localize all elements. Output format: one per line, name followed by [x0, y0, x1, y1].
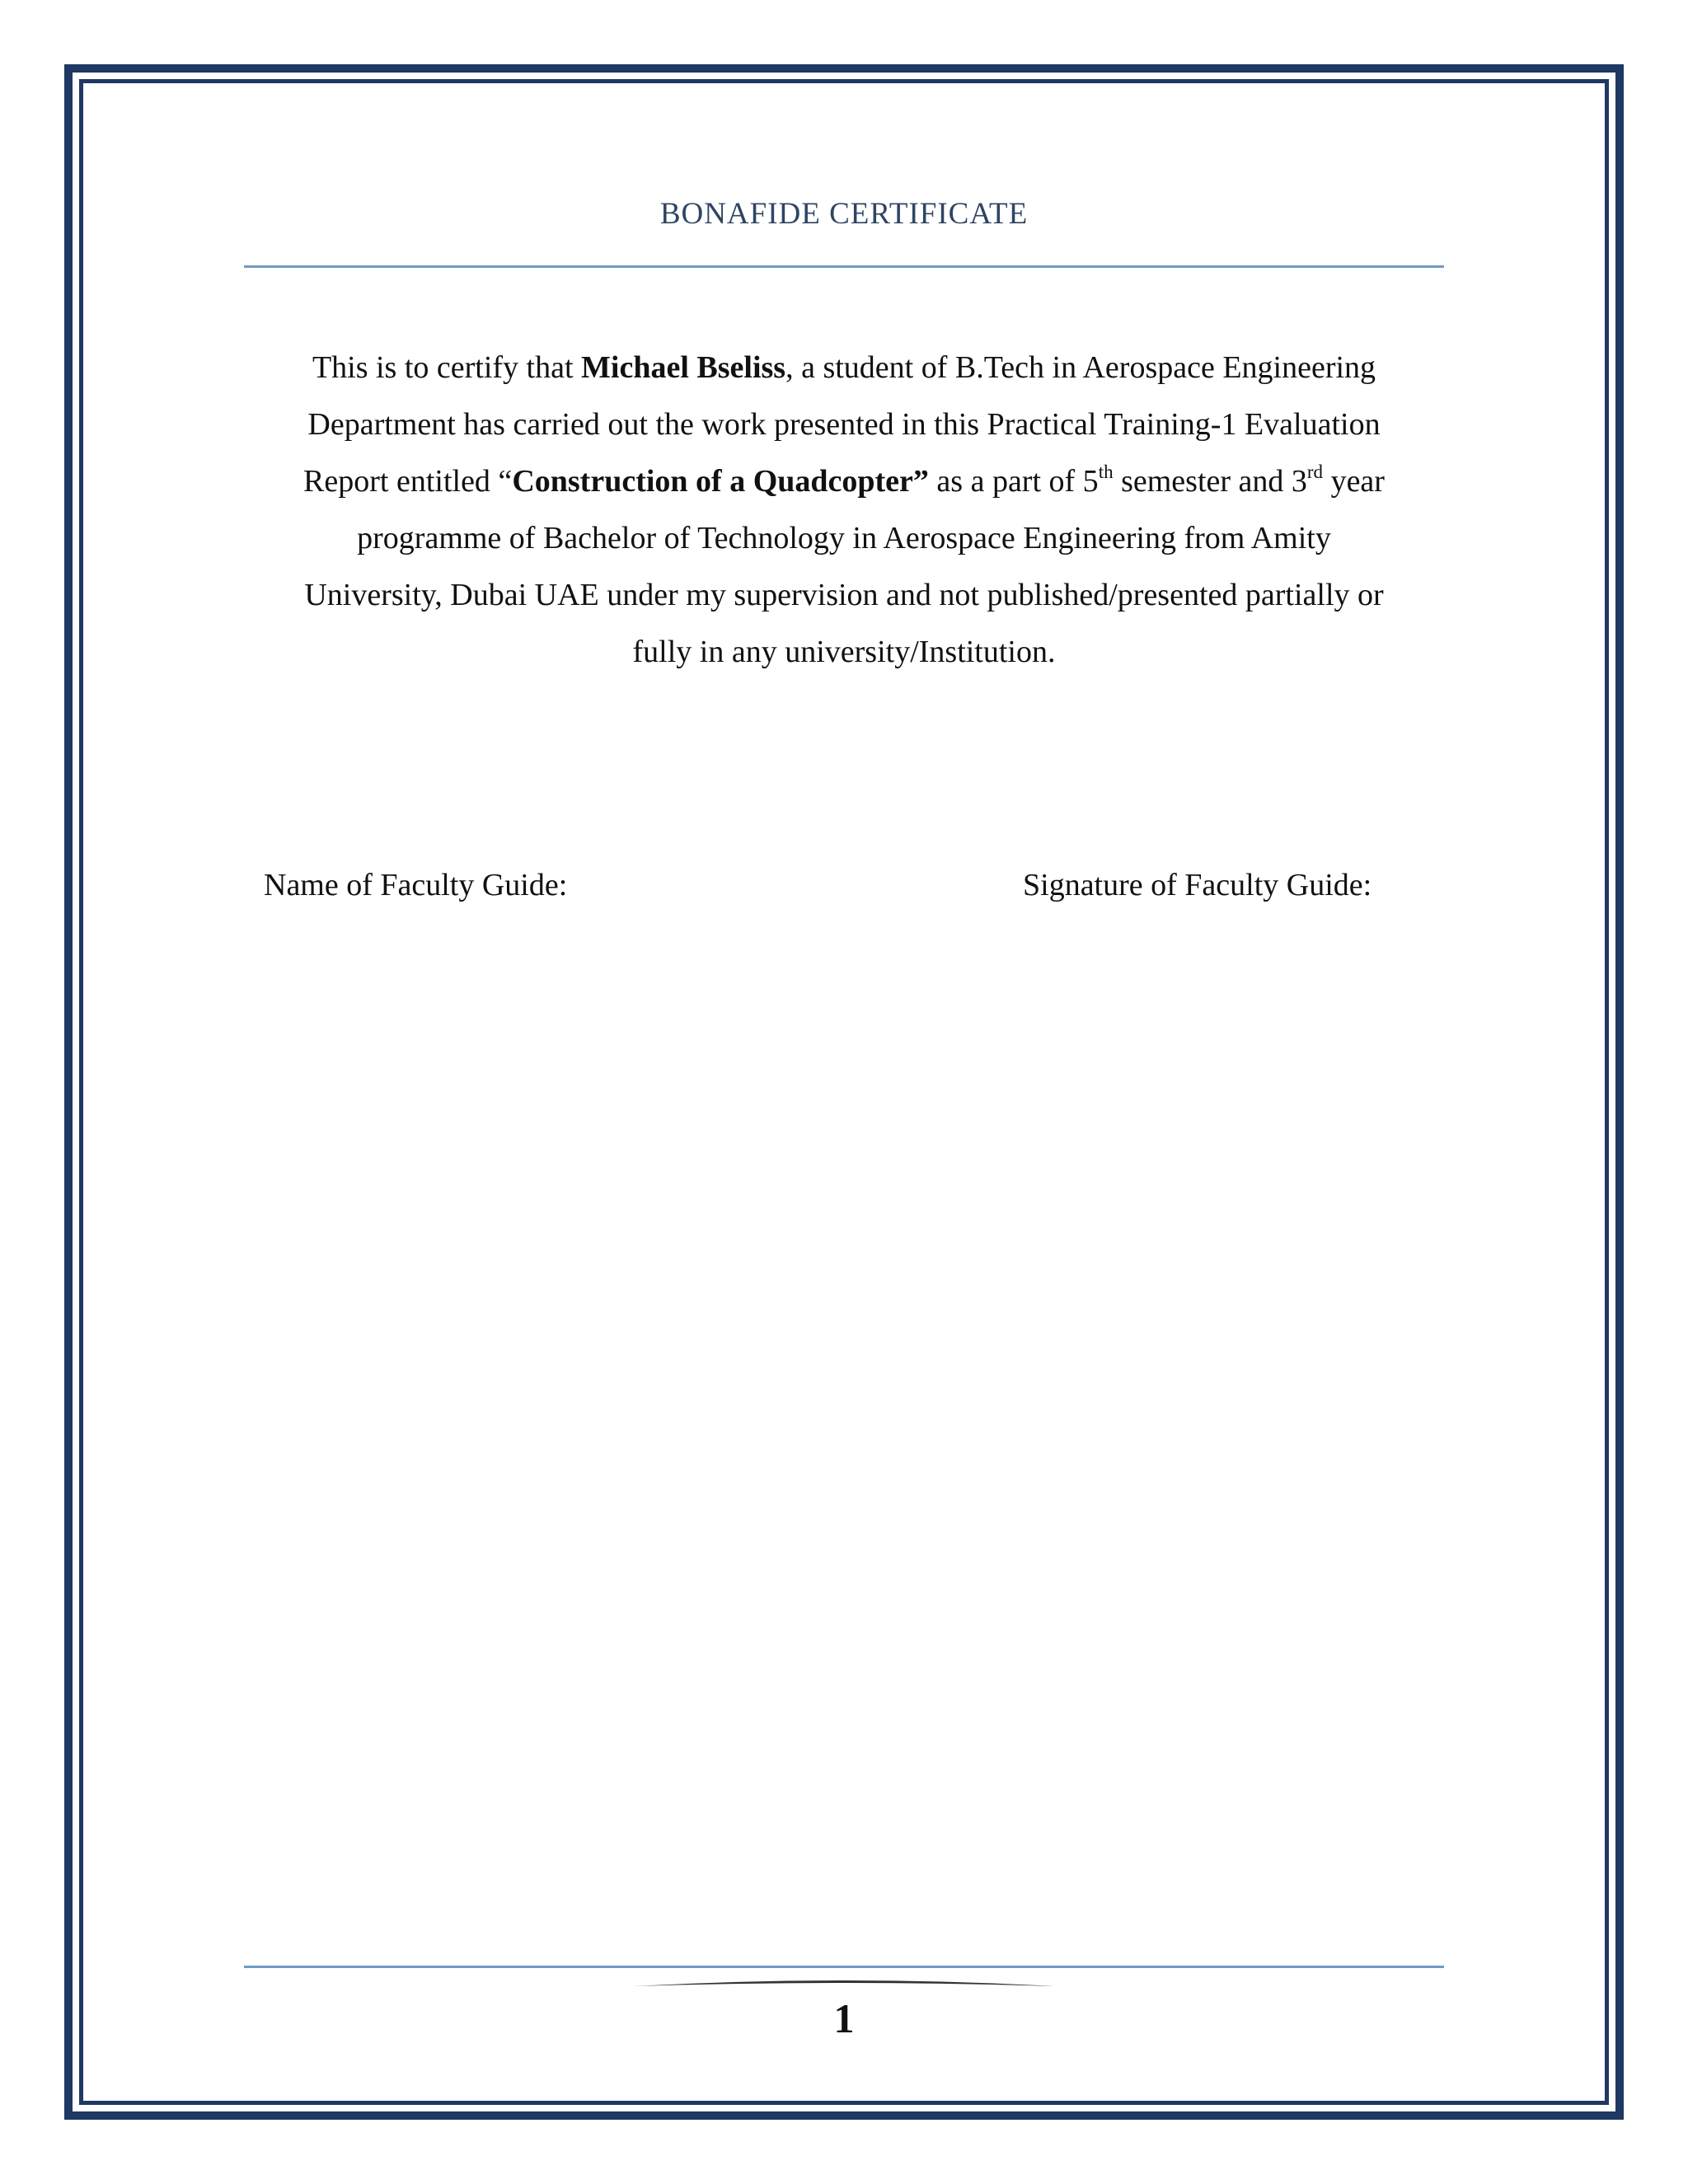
- line1-pre-text: This is to certify that: [312, 350, 582, 385]
- student-name: Michael Bseliss: [581, 350, 786, 385]
- certificate-body: [256, 340, 1432, 681]
- body-line-6: fully in any university/Institution.: [632, 635, 1056, 669]
- certificate-title: BONAFIDE CERTIFICATE: [659, 197, 1029, 231]
- faculty-guide-signature-label: Signature of Faculty Guide:: [1023, 868, 1372, 902]
- body-line-2: Department has carried out the work presented in this Practical Training-1 Evaluation: [307, 407, 1381, 442]
- footer-rule: [244, 1966, 1444, 1968]
- page-number: 1: [833, 1995, 855, 2041]
- body-line-4: programme of Bachelor of Technology in Aerospace Engineering from Amity: [357, 521, 1331, 555]
- line3-post-text: year: [1323, 464, 1385, 499]
- project-title: Construction of a Quadcopter”: [512, 464, 929, 499]
- body-line-5: University, Dubai UAE under my supervision and not published/presented partially or: [304, 578, 1384, 612]
- line3-mid1-text: as a part of 5: [928, 464, 1099, 499]
- footer-swoosh-ornament: [635, 1978, 1055, 1993]
- line1-post-text: , a student of B.Tech in Aerospace Engineering: [785, 350, 1376, 385]
- body-line-1: [256, 340, 1432, 396]
- body-line-3: [256, 453, 1432, 510]
- header-rule: [244, 265, 1444, 268]
- ordinal-suffix-rd: rd: [1306, 462, 1324, 483]
- line3-pre-text: Report entitled “: [303, 464, 513, 499]
- faculty-guide-name-label: Name of Faculty Guide:: [264, 868, 568, 902]
- line3-mid2-text: semester and 3: [1113, 464, 1307, 499]
- ordinal-suffix-th: th: [1098, 462, 1114, 483]
